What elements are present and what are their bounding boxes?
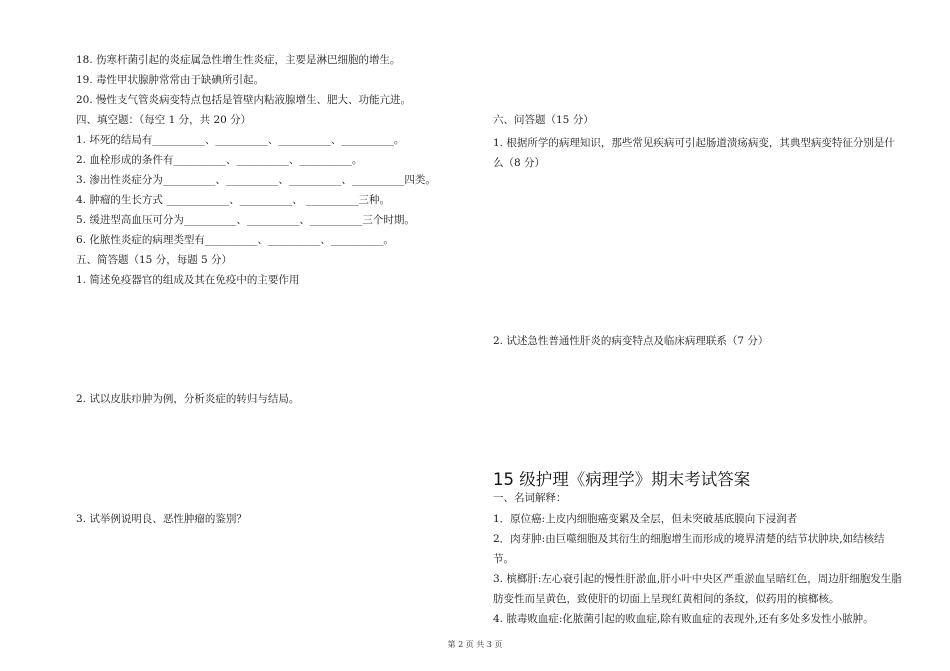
essay-question-1: 1. 根据所学的病理知识，那些常见疾病可引起肠道溃疡病变，其典型病变特征分别是什么（8 分） (493, 137, 895, 169)
answer-key-title: 15 级护理《病理学》期末考试答案 (493, 470, 751, 489)
answer-2: 2．肉芽肿:由巨噬细胞及其衍生的细胞增生而形成的境界清楚的结节状肿块,如结核结节。 (493, 533, 885, 565)
section-heading-fill-in: 四、填空题：（每空 1 分，共 20 分） (76, 114, 252, 126)
fill-in-question-3: 3. 渗出性炎症分为__________、__________、__________、__________四类。 (76, 174, 436, 186)
statement-18: 18. 伤寒杆菌引起的炎症属急性增生性炎症，主要是淋巴细胞的增生。 (76, 54, 401, 66)
short-answer-question-2: 2. 试以皮肤疖肿为例，分析炎症的转归与结局。 (76, 393, 300, 405)
fill-in-question-2: 2. 血栓形成的条件有__________、__________、__________。 (76, 154, 363, 166)
section-heading-essay: 六、问答题（15 分） (493, 114, 594, 126)
fill-in-question-6: 6. 化脓性炎症的病理类型有__________、__________、__________。 (76, 234, 394, 246)
fill-in-question-4: 4. 肿瘤的生长方式 ____________、__________、 __________三种。 (76, 194, 391, 206)
fill-in-question-1: 1. 坏死的结局有__________、__________、__________、__________。 (76, 134, 405, 146)
answer-section-heading: 一、名词解释： (493, 492, 567, 504)
section-heading-short-answer: 五、简答题（15 分，每题 5 分） (76, 254, 233, 266)
answer-3: 3. 槟榔肝:左心衰引起的慢性肝淤血,肝小叶中央区严重淤血呈暗红色，周边肝细胞发生脂肪变性而呈黄色，致使肝的切面上呈现红黄相间的条纹，似药用的槟榔核。 (493, 573, 902, 605)
statement-19: 19. 毒性甲状腺肿常常由于缺碘所引起。 (76, 74, 265, 86)
short-answer-question-1: 1. 简述免疫器官的组成及其在免疫中的主要作用 (76, 274, 300, 286)
short-answer-question-3: 3. 试举例说明良、恶性肿瘤的鉴别？ (76, 513, 247, 525)
page-footer: 第 2 页 共 3 页 (447, 640, 503, 649)
essay-question-2: 2. 试述急性普通性肝炎的病变特点及临床病理联系（7 分） (493, 335, 769, 347)
answer-4: 4. 脓毒败血症:化脓菌引起的败血症,除有败血症的表现外,还有多处多发性小脓肿。 (493, 613, 874, 625)
statement-20: 20. 慢性支气管炎病变特点包括是管壁内粘液腺增生、肥大、功能亢进。 (76, 94, 412, 106)
fill-in-question-5: 5. 缓进型高血压可分为__________、__________、__________三个时期。 (76, 214, 415, 226)
answer-1: 1．原位癌:上皮内细胞癌变累及全层，但未突破基底膜向下浸润者 (493, 513, 798, 525)
